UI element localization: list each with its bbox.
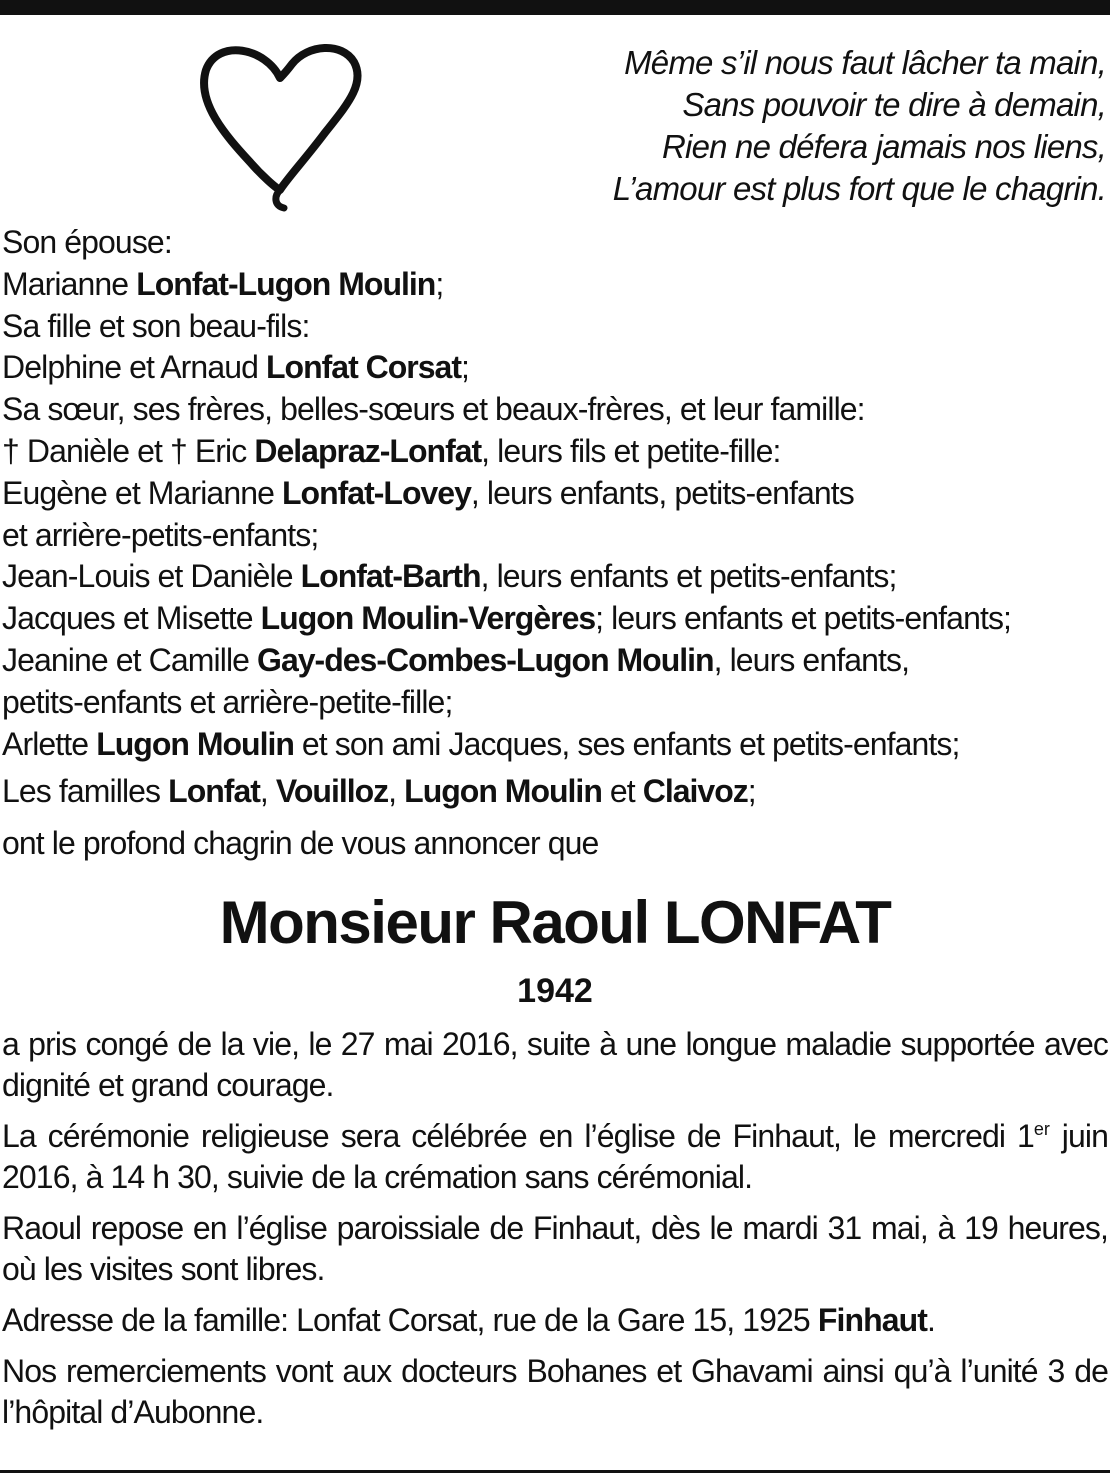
text: ; xyxy=(461,349,469,386)
text: † Danièle et † Eric xyxy=(2,432,255,469)
family-surname: Lonfat xyxy=(168,773,260,810)
text: Les familles xyxy=(2,773,169,810)
family-line xyxy=(2,473,1110,515)
paragraph: Raoul repose en l’église paroissiale de Finhaut, dès le mardi 31 mai, à 19 heures, où les visites sont libres. xyxy=(2,1210,1108,1287)
family-line xyxy=(2,347,1110,389)
text: Jacques et Misette xyxy=(2,600,261,637)
text: Adresse de la famille: Lonfat Corsat, rue de la Gare 15, 1925 xyxy=(2,1302,818,1338)
announcement-line: ont le profond chagrin de vous annoncer que xyxy=(2,825,599,862)
poem-line: L’amour est plus fort que le chagrin. xyxy=(612,170,1106,207)
family-surname: Lonfat-Barth xyxy=(300,558,481,595)
family-surname: Delapraz-Lonfat xyxy=(254,432,482,469)
top-border xyxy=(0,0,1110,15)
family-line xyxy=(2,640,1110,682)
paragraph xyxy=(2,1300,1108,1341)
text: La cérémonie religieuse sera célébrée en l’église de Finhaut, le mercredi 1 xyxy=(2,1118,1034,1154)
text: Delphine et Arnaud xyxy=(2,349,266,386)
family-surname: Gay-des-Combes-Lugon Moulin xyxy=(257,641,714,678)
place-name: Finhaut xyxy=(817,1302,928,1338)
poem-line: Même s’il nous faut lâcher ta main, xyxy=(624,44,1106,81)
text: Eugène et Marianne xyxy=(2,474,282,511)
paragraph: a pris congé de la vie, le 27 mai 2016, suite à une longue maladie supportée avec dignité et grand courage. xyxy=(2,1026,1108,1103)
poem xyxy=(506,42,1106,210)
family-line xyxy=(2,556,1110,598)
family-line: Sa fille et son beau-fils: xyxy=(2,307,310,344)
family-surname: Lonfat-Lugon Moulin xyxy=(136,265,436,302)
text: , leurs enfants, xyxy=(713,641,910,678)
text: , xyxy=(388,773,405,810)
ordinal-superscript: er xyxy=(1033,1119,1050,1139)
family-surname: Lugon Moulin-Vergères xyxy=(260,600,596,637)
family-line: Son épouse: xyxy=(2,224,172,260)
family-surname: Lonfat Corsat xyxy=(266,349,461,386)
text: et son ami Jacques, ses enfants et petits-enfants; xyxy=(293,725,960,762)
text: juin 2016, à 14 h 30, suivie de la crémation sans cérémonial. xyxy=(2,1118,1108,1195)
text: et xyxy=(601,773,643,810)
text: . xyxy=(927,1302,936,1338)
poem-line: Rien ne défera jamais nos liens, xyxy=(662,128,1106,165)
paragraph: Nos remerciements vont aux docteurs Bohanes et Ghavami ainsi qu’à l’unité 3 de l’hôpital d’Aubonne. xyxy=(2,1353,1108,1430)
bottom-border xyxy=(0,1470,1110,1473)
deceased-name: Monsieur Raoul LONFAT xyxy=(219,889,891,956)
text: Arlette xyxy=(2,725,97,762)
text: ; leurs enfants et petits-enfants; xyxy=(595,600,1012,637)
text: , xyxy=(259,773,276,810)
family-line xyxy=(2,431,1110,473)
text: Jean-Louis et Danièle xyxy=(2,558,301,595)
paragraph xyxy=(2,1116,1108,1198)
family-surname: Lugon Moulin xyxy=(404,773,602,810)
family-line: Sa sœur, ses frères, belles-sœurs et beaux-frères, et leur famille: xyxy=(2,391,865,428)
family-line xyxy=(2,598,1110,640)
family-surname: Lugon Moulin xyxy=(96,725,294,762)
family-line: et arrière-petits-enfants; xyxy=(2,516,319,553)
poem-line: Sans pouvoir te dire à demain, xyxy=(682,86,1106,123)
family-line xyxy=(2,771,1110,813)
family-surname: Lonfat-Lovey xyxy=(282,474,471,511)
text: ; xyxy=(435,265,444,302)
text: , leurs enfants, petits-enfants xyxy=(470,474,854,511)
family-line xyxy=(2,264,1110,306)
family-line xyxy=(2,724,1110,766)
heart-icon xyxy=(196,40,366,212)
family-line: petits-enfants et arrière-petite-fille; xyxy=(2,683,453,720)
birth-year: 1942 xyxy=(517,972,593,1010)
text: ; xyxy=(747,773,756,810)
text: Marianne xyxy=(2,265,137,302)
family-surname: Vouilloz xyxy=(275,773,389,810)
family-list xyxy=(2,222,1110,865)
announcement-body xyxy=(2,1024,1108,1443)
text: Jeanine et Camille xyxy=(2,641,258,678)
text: , leurs fils et petite-fille: xyxy=(481,432,781,469)
family-surname: Claivoz xyxy=(642,773,748,810)
text: , leurs enfants et petits-enfants; xyxy=(480,558,897,595)
